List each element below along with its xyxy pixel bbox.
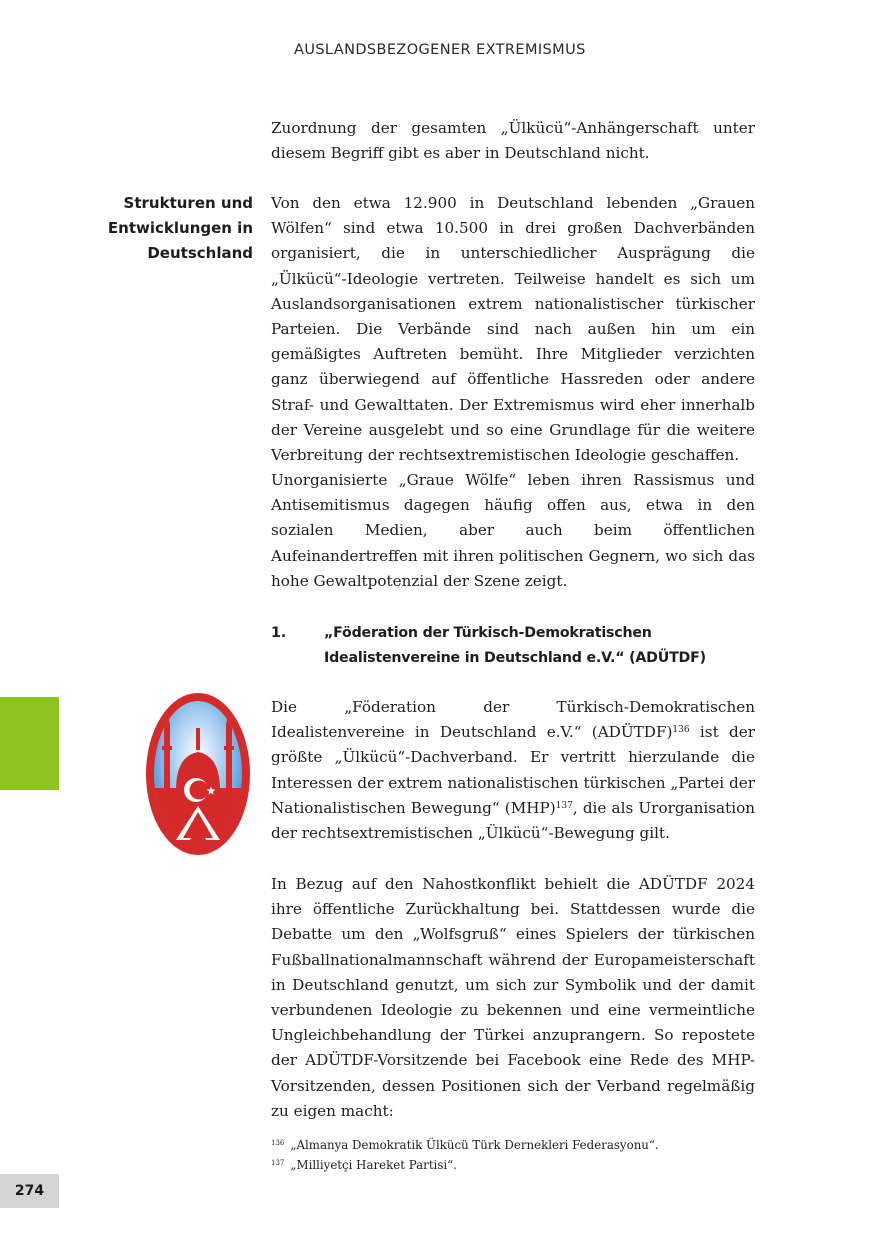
paragraph-intro: Zuordnung der gesamten „Ülkücü“-Anhängerschaft unter diesem Begriff gibt es aber in Deutschland nicht. [271,119,755,163]
adutdf-emblem-icon [120,688,276,860]
section-number: 1. [271,625,287,641]
section-title: „Föderation der Türkisch-Demokratischen Idealistenvereine in Deutschland e.V.“ (ADÜTDF) [324,625,706,666]
paragraph-adutdf-part-a: Die „Föderation der Türkisch-Demokratischen Idealistenvereine in Deutschland e.V.“ (ADÜTDF) [271,698,755,742]
footnote-text: „Milliyetçi Hareket Partisi“. [290,1158,457,1172]
footnote-number: 136 [271,1139,285,1147]
paragraph-unorganized: Unorganisierte „Graue Wölfe“ leben ihren Rassismus und Antisemitismus dagegen häufig offen aus, etwa in den sozialen Medien, aber auch beim öffentlichen Aufeinandertreffen mit ihren politischen Gegnern, wo sich das hohe Gewaltpotenzial der Szene zeigt. [271,471,755,590]
paragraph-adutdf-part-c: , die als Urorganisation der rechtsextremistischen „Ülkücü“-Bewegung gilt. [271,798,755,843]
footnote-ref-137[interactable]: 137 [555,800,573,811]
footnote-item [271,1134,755,1154]
footnote-number: 137 [271,1159,285,1167]
page-number: 274 [0,1174,59,1208]
paragraph-adutdf [271,695,755,846]
paragraph-adutdf-part-b: ist der größte „Ülkücü“-Dachverband. Er vertritt hierzulande die Interessen der extrem nationalistischen türkischen „Partei der Nationalistischen Bewegung“ (MHP) [271,723,755,817]
footnote-item [271,1154,755,1174]
running-title: AUSLANDSBEZOGENER EXTREMISMUS [294,42,586,58]
footnote-text: „Almanya Demokratik Ülkücü Türk Dernekleri Federasyonu“. [290,1138,659,1152]
footnote-ref-136[interactable]: 136 [672,725,690,736]
footnotes [271,1134,755,1174]
chapter-tab-marker [0,697,59,790]
side-heading: Strukturen und Entwicklungen in Deutschland [107,194,253,263]
paragraph-structures: Von den etwa 12.900 in Deutschland lebenden „Grauen Wölfen“ sind etwa 10.500 in drei großen Dachverbänden organisiert, die in unterschiedlicher Ausprägung die „Ülkücü“-Ideologie vertreten. Teilweise handelt es sich um Auslandsorganisationen extrem nationalistischer türkischer Parteien. Die Verbände sind nach außen hin um ein gemäßigtes Auftreten bemüht. Ihre Mitglieder verzichten ganz überwiegend auf öffentliche Hassreden oder andere Straf- und Gewalttaten. Der Extremismus wird eher innerhalb der Vereine ausgelebt und so eine Grundlage für die weitere Verbreitung der rechtsextremistischen Ideologie geschaffen. [271,194,755,465]
paragraph-nahost: In Bezug auf den Nahostkonflikt behielt die ADÜTDF 2024 ihre öffentliche Zurückhaltung bei. Stattdessen wurde die Debatte um den „Wolfsgruß“ eines Spielers der türkischen Fußballnationalmannschaft während der Europameisterschaft in Deutschland genutzt, um sich zur Symbolik und der damit verbundenen Ideologie zu bekennen und eine vermeintliche Ungleichbehandlung der Türkei anzuprangern. So repostete der ADÜTDF-Vorsitzende bei Facebook eine Rede des MHP-Vorsitzenden, dessen Positionen sich der Verband regelmäßig zu eigen macht: [271,875,755,1120]
